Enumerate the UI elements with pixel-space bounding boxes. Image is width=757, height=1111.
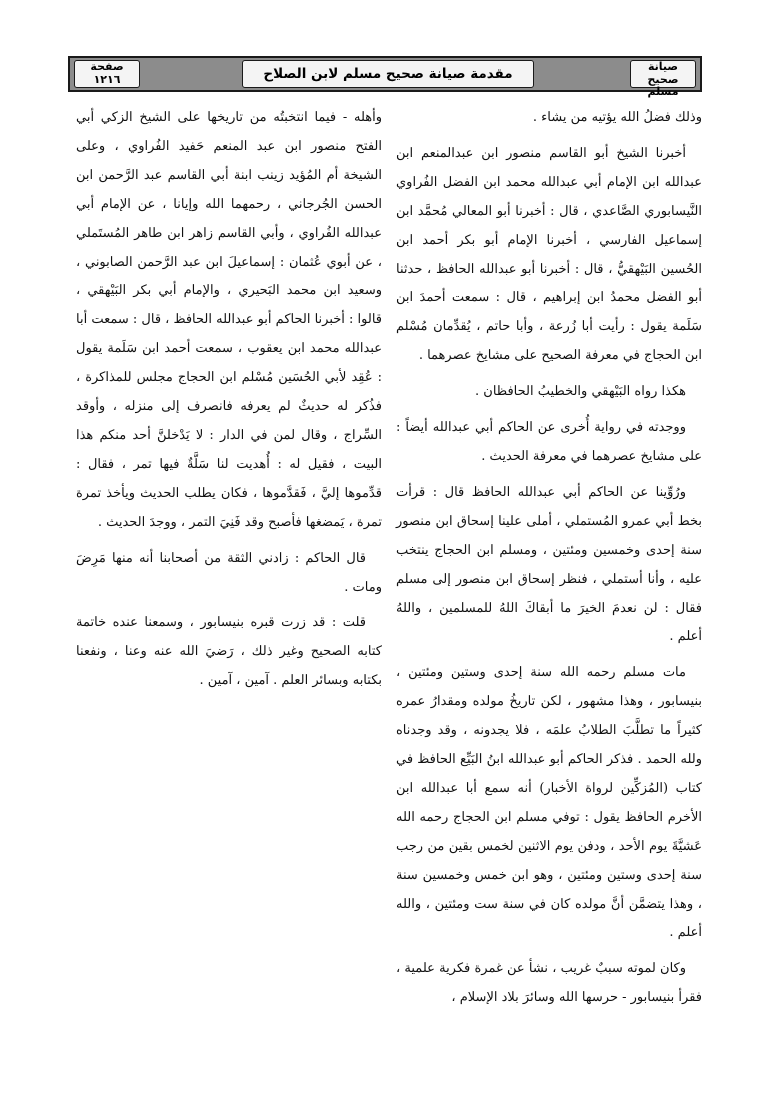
text-column-right bbox=[396, 104, 702, 1020]
paragraph: ورُوِّينا عن الحاكم أبي عبدالله الحافظ قال : قرأت بخط أبي عمرو المُستملي ، أملى علينا إسحاق ابن منصور سنة إحدى وخمسين ومئتين ، ومسلم ابن الحجاج ينتخب عليه ، وأنا أستملي ، فنظر إسحاق ابن منصور إلى مسلم فقال : لن نعدمَ الخيرَ ما أبقاكَ اللهُ للمسلمين ، واللهُ أعلم . bbox=[396, 484, 702, 645]
paragraph: وأهله - فيما انتخبتُه من تاريخها على الشيخ الزكي أبي الفتح منصور ابن عبد المنعم حَفيد الفُراوي ، وعلى الشيخة أم المُؤيد زينب ابنة أبي القاسم عبد الرَّحمن ابن الحسن الجُرجاني ، رحمهما الله وإيانا ، عن الإمام أبي عبدالله الفُراوي ، وأبي القاسم زاهر ابن طاهر المُستَملي ، عن أبوي عُثمان : إسماعيلَ ابن عبد الرَّحمن الصابوني ، وسعيد ابن محمد البَحيري ، والإمام أبي بكر البَيْهقي ، قالوا : أخبرنا الحاكم أبو عبدالله الحافظ ، قال : سمعت أبا عبدالله محمد ابن يعقوب ، سمعت أحمد ابن سَلَمة يقول : عُقِد لأبي الحُسَين مُسْلم ابن الحجاج مجلس للمذاكرة ، فذُكر له حديثٌ لم يعرفه فانصرف إلى منزله ، وأوقد السِّراج ، وقال لمن في الدار : لا يَدْخلنَّ أحد منكم هذا البيت ، فقيل له : أُهديت لنا سَلَّةٌ فيها تمر ، فقال : قدِّموها إليَّ ، فَقدَّموها ، فكان يطلب الحديث ويأخذ تمرة تمرة ، يَمضغها فأصبح وقد فَنِيَ التمر ، ووجدَ الحديث . bbox=[76, 110, 382, 530]
paragraph: مات مسلم رحمه الله سنة إحدى وستين ومئتين ، بنيسابور ، وهذا مشهور ، لكن تاريخُ مولده ومقدارُ عمره كثيراً ما تطلَّبَ الطلابُ علمَه ، فلا يجدونه ، وقد وجدناه ولله الحمد . فذكر الحاكم أبو عبدالله ابنُ البَيِّع الحافظ في كتاب (المُزكِّين لرواة الأخبار) أنه سمع أبا عبدالله ابن الأخرم الحافظ يقول : توفي مسلم ابن الحجاج رحمه الله عَشيَّةَ يوم الأحد ، ودفن يوم الاثنين لخمس بقين من رجب سنة إحدى وستين ومئتين ، وهو ابن خمس وخمسين سنة ، وهذا يتضمَّن أنَّ مولده كان في سنة ست ومئتين ، والله أعلم . bbox=[396, 665, 702, 941]
section-title: مقدمة صيانة صحيح مسلم لابن الصلاح bbox=[242, 60, 534, 88]
page-label: صفحة bbox=[90, 60, 124, 73]
page-number-box bbox=[74, 60, 140, 88]
paragraph: أخبرنا الشيخ أبو القاسم منصور ابن عبدالمنعم ابن عبدالله ابن الإمام أبي عبدالله محمد ابن الفضل الفُراوي النَّيسابوري الصَّاعدي ، قال : أخبرنا أبو المعالي مُحمَّد ابن إسماعيل الفارسي ، أخبرنا الإمام أبو بكر أحمد ابن الحُسين البَيْهقيُّ ، قال : أخبرنا أبو عبدالله الحافظ ، حدثنا أبو الفضل محمدُ ابن إبراهيم ، قال : سمعت أحمدَ ابن سَلَمة يقول : رأيت أبا زُرعة ، وأبا حاتم ، يُقدِّمان مُسْلم ابن الحجاج في معرفة الصحيح على مشايخ عصرهما . bbox=[396, 145, 702, 364]
paragraph: قال الحاكم : زادني الثقة من أصحابنا أنه منها مَرِضَ ومات . bbox=[76, 550, 382, 595]
page-number: ١٢١٦ bbox=[93, 72, 121, 86]
paragraph: هكذا رواه البَيْهقي والخطيبُ الحافظان . bbox=[475, 384, 686, 400]
paragraph: قلت : قد زرت قبره بنيسابور ، وسمعنا عنده خاتمة كتابه الصحيح وغير ذلك ، رَضيَ الله عنه وعنا ، ونفعنا بكتابه وبسائر العلم . آمين ، آمين . bbox=[76, 615, 382, 689]
paragraph: وذلك فضلُ الله يؤتيه من يشاء . bbox=[532, 110, 702, 125]
book-title-line2: صحيح مسلم bbox=[647, 72, 679, 98]
running-header bbox=[68, 56, 702, 98]
book-title-line1: صيانة bbox=[647, 60, 679, 73]
book-title-box bbox=[630, 60, 696, 98]
text-column-left bbox=[76, 104, 382, 703]
paragraph: وكان لموته سببٌ غريب ، نشأ عن غمرة فكرية علمية ، فقرأ بنيسابور - حرسها الله وسائرَ بلاد الإسلام ، bbox=[396, 961, 702, 1006]
paragraph: ووجدته في رواية أُخرى عن الحاكم أبي عبدالله أيضاً : على مشايخ عصرهما في معرفة الحديث . bbox=[396, 420, 702, 464]
